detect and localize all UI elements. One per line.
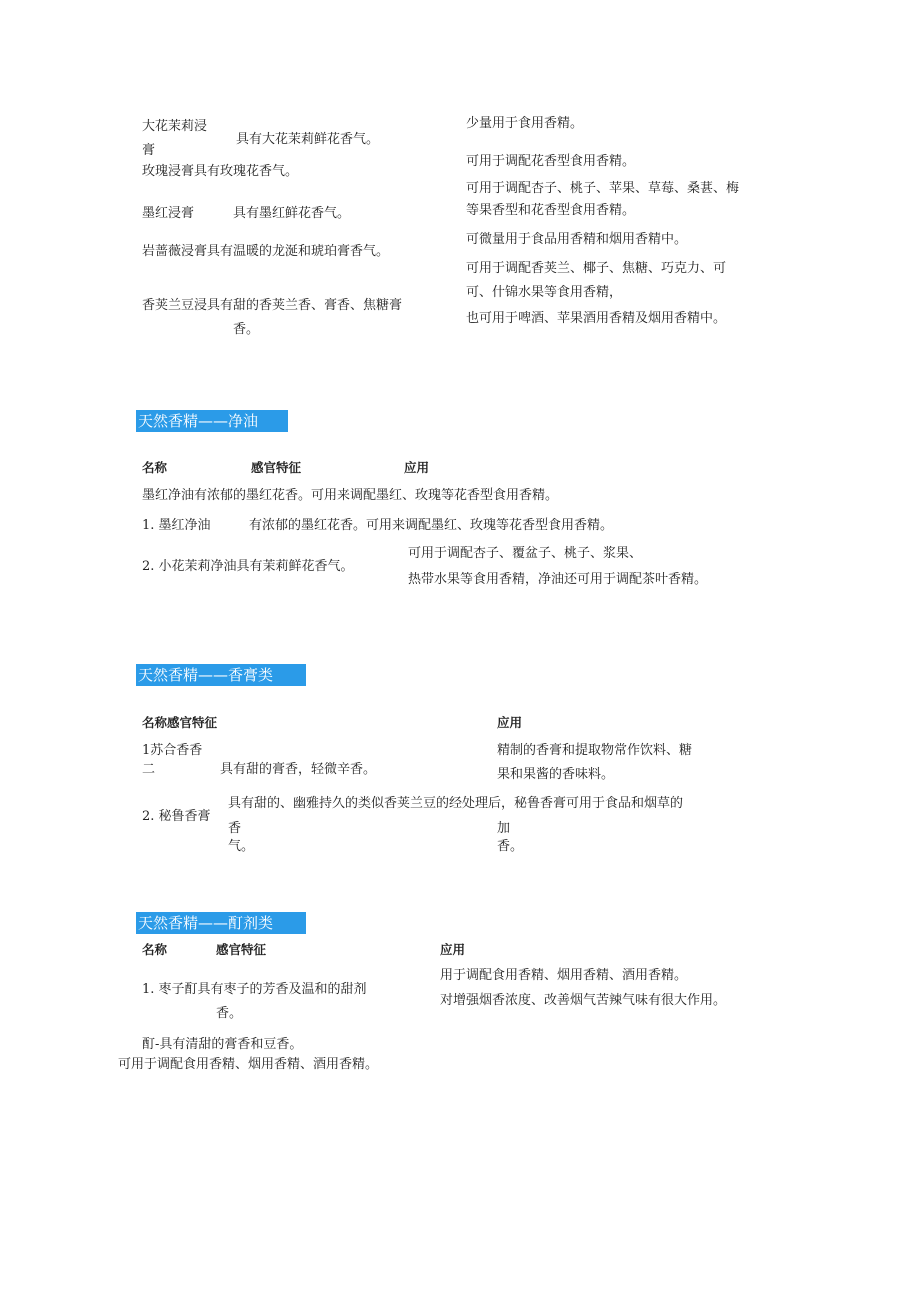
section-banner-absolute: 天然香精——净油 xyxy=(136,410,288,432)
column-header-application: 应用 xyxy=(497,715,523,730)
jasmine-absolute-application: 可用于调配杏子、覆盆子、桃子、浆果、 xyxy=(408,546,643,561)
jasmine-absolute-row: 2. 小花茉莉净油具有茉莉鲜花香气。 xyxy=(142,559,354,574)
jujube-tincture-row: 1. 枣子酊具有枣子的芳香及温和的甜剂 xyxy=(142,982,367,997)
mohong-concrete-feature: 具有墨红鲜花香气。 xyxy=(233,206,351,221)
jujube-tincture-row-cont: 香。 xyxy=(216,1006,243,1021)
cistus-concrete-row: 岩蔷薇浸膏具有温暖的龙涎和琥珀膏香气。 xyxy=(142,244,390,259)
tincture-application-line: 可用于调配食用香精、烟用香精、酒用香精。 xyxy=(118,1057,379,1072)
column-header-name: 名称 xyxy=(142,942,168,957)
section-banner-tincture: 天然香精——酊剂类 xyxy=(136,912,306,934)
jasmine-absolute-application-cont: 热带水果等食用香精，净油还可用于调配茶叶香精。 xyxy=(408,572,708,587)
column-header-feature: 感官特征 xyxy=(216,942,267,957)
jasmine-concrete-feature: 具有大花茉莉鲜花香气。 xyxy=(236,132,380,147)
column-header-application: 应用 xyxy=(440,942,466,957)
column-header-feature: 感官特征 xyxy=(251,460,302,475)
peru-balsam-application-cont2: 香。 xyxy=(497,839,524,854)
styrax-balsam-application: 精制的香膏和提取物常作饮料、糖 xyxy=(497,743,693,758)
styrax-balsam-name-cont: 二 xyxy=(142,762,156,777)
styrax-balsam-feature: 具有甜的膏香，轻微辛香。 xyxy=(220,762,377,777)
tincture-feature-line: 酊-具有清甜的膏香和豆香。 xyxy=(142,1037,303,1052)
jasmine-concrete-name: 大花茉莉浸 xyxy=(142,119,208,134)
mohong-concrete-application-cont: 等果香型和花香型食用香精。 xyxy=(466,203,636,218)
vanilla-concrete-application-cont2: 也可用于啤酒、苹果酒用香精及烟用香精中。 xyxy=(466,311,727,326)
column-header-name: 名称 xyxy=(142,460,168,475)
vanilla-concrete-row-cont: 香。 xyxy=(233,322,260,337)
mohong-absolute-feature: 有浓郁的墨红花香。可用来调配墨红、玫瑰等花香型食用香精。 xyxy=(249,518,614,533)
peru-balsam-feature-cont2: 气。 xyxy=(228,839,255,854)
mohong-concrete-name: 墨红浸膏 xyxy=(142,206,195,221)
jujube-tincture-application-cont: 对增强烟香浓度、改善烟气苦辣气味有很大作用。 xyxy=(440,993,727,1008)
peru-balsam-feature-cont: 香 xyxy=(228,821,242,836)
jasmine-concrete-application: 少量用于食用香精。 xyxy=(466,116,584,131)
vanilla-concrete-row: 香荚兰豆浸具有甜的香荚兰香、膏香、焦糖膏 xyxy=(142,298,403,313)
section-banner-balsam: 天然香精——香膏类 xyxy=(136,664,306,686)
cistus-concrete-application: 可微量用于食品用香精和烟用香精中。 xyxy=(466,232,688,247)
jasmine-concrete-name-cont: 膏 xyxy=(142,143,156,158)
vanilla-concrete-application: 可用于调配香荚兰、椰子、焦糖、巧克力、可 xyxy=(466,261,727,276)
mohong-absolute-name: 1. 墨红净油 xyxy=(142,518,211,533)
styrax-balsam-application-cont: 果和果酱的香味料。 xyxy=(497,767,615,782)
styrax-balsam-name: 1苏合香香 xyxy=(142,743,203,758)
absolute-intro-line: 墨红净油有浓郁的墨红花香。可用来调配墨红、玫瑰等花香型食用香精。 xyxy=(142,488,559,503)
rose-concrete-application: 可用于调配花香型食用香精。 xyxy=(466,154,636,169)
peru-balsam-name: 2. 秘鲁香膏 xyxy=(142,809,211,824)
peru-balsam-line: 具有甜的、幽雅持久的类似香荚兰豆的经处理后，秘鲁香膏可用于食品和烟草的 xyxy=(228,796,684,811)
jujube-tincture-application: 用于调配食用香精、烟用香精、酒用香精。 xyxy=(440,968,688,983)
vanilla-concrete-application-cont: 可、什锦水果等食用香精， xyxy=(466,285,623,300)
mohong-concrete-application: 可用于调配杏子、桃子、苹果、草莓、桑葚、梅 xyxy=(466,181,740,196)
column-header-application: 应用 xyxy=(404,460,430,475)
rose-concrete-row: 玫瑰浸膏具有玫瑰花香气。 xyxy=(142,164,299,179)
column-header-name-feature: 名称感官特征 xyxy=(142,715,218,730)
peru-balsam-application-cont: 加 xyxy=(497,821,511,836)
